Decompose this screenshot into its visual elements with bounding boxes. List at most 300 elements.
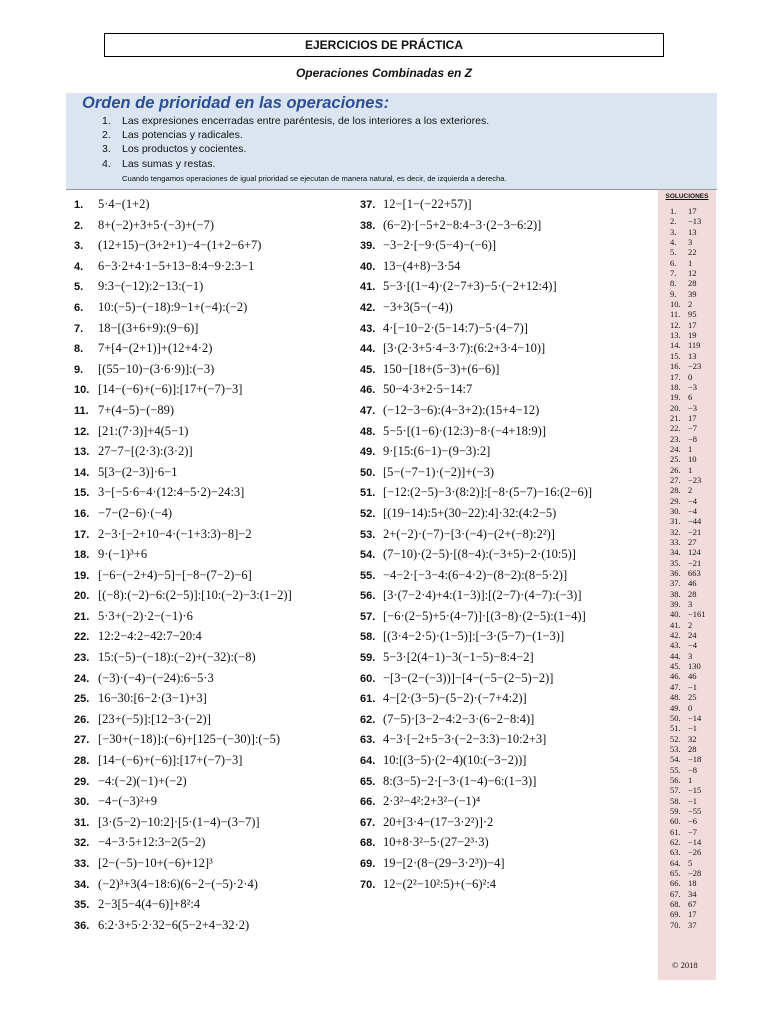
exercise-number: 1. <box>74 199 84 211</box>
exercise-item <box>74 215 354 236</box>
solution-value: 0 <box>688 371 693 382</box>
exercise-expression: (12+15)−(3+2+1)−4−(1+2−6+7) <box>98 238 262 253</box>
exercise-number: 42. <box>360 301 376 314</box>
exercise-number: 65. <box>360 775 376 788</box>
solution-number: 18. <box>670 381 681 392</box>
exercise-number: 31. <box>74 816 90 829</box>
solution-value: −14 <box>688 712 702 723</box>
solution-item <box>670 392 706 402</box>
exercise-number: 25. <box>74 693 90 706</box>
solution-item <box>670 806 706 816</box>
exercise-number: 47. <box>360 404 376 417</box>
solution-value: 1 <box>688 257 693 268</box>
solution-value: −28 <box>688 868 702 878</box>
solution-value: 32 <box>688 733 697 744</box>
exercise-number: 30. <box>74 796 90 809</box>
exercise-number: 17. <box>74 528 90 541</box>
solution-value: −44 <box>688 516 702 527</box>
priority-rule-number: 1. <box>102 115 111 127</box>
solution-value: 0 <box>688 702 693 713</box>
solution-number: 21. <box>670 412 681 423</box>
exercise-expression: [3·(5−2)−10:2]·[5·(1−4)−(3−7)] <box>98 814 260 829</box>
exercise-item <box>74 276 354 297</box>
exercise-expression: [(55−10)−(3·6·9)]:(−3) <box>98 361 215 376</box>
solution-number: 49. <box>670 702 681 713</box>
solution-number: 38. <box>670 588 681 599</box>
solution-number: 5. <box>670 247 677 258</box>
solution-value: −23 <box>688 474 702 485</box>
solution-value: 663 <box>688 568 701 579</box>
solution-item <box>670 299 706 309</box>
solution-item <box>670 775 706 785</box>
solution-number: 53. <box>670 743 681 754</box>
solution-item <box>670 434 706 444</box>
priority-rule-text: Las potencias y radicales. <box>122 129 243 142</box>
document-title: EJERCICIOS DE PRÁCTICA <box>304 38 464 52</box>
solution-item <box>670 816 706 826</box>
priority-rules-list <box>102 114 489 171</box>
solution-value: 46 <box>688 578 697 589</box>
exercise-number: 16. <box>74 507 90 520</box>
solution-number: 11. <box>670 309 681 320</box>
solution-number: 67. <box>670 888 681 899</box>
solution-item <box>670 578 706 588</box>
exercise-number: 38. <box>360 219 376 232</box>
solution-number: 54. <box>670 754 681 765</box>
solution-value: 3 <box>688 599 693 610</box>
exercise-expression: (7−5)·[3−2−4:2−3·(6−2−8:4)] <box>383 711 535 726</box>
priority-rule-text: Los productos y cocientes. <box>122 143 247 156</box>
solution-item <box>670 858 706 868</box>
exercise-item <box>74 853 354 874</box>
exercise-expression: 7+(4−5)−(−89) <box>98 402 175 417</box>
solution-item <box>670 247 706 257</box>
exercise-item <box>360 647 656 668</box>
solution-item <box>670 682 706 692</box>
exercise-number: 52. <box>360 507 376 520</box>
exercise-expression: 12:2−4:2−42:7−20:4 <box>98 629 202 644</box>
exercise-expression: [(19−14):5+(30−22):4]·32:(4:2−5) <box>383 505 557 520</box>
solution-item <box>670 216 706 226</box>
solution-number: 43. <box>670 640 681 651</box>
solution-number: 50. <box>670 712 681 723</box>
solution-number: 34. <box>670 547 681 558</box>
solution-value: −21 <box>688 526 702 537</box>
solution-number: 62. <box>670 836 681 847</box>
exercise-expression: −4−(−3)²+9 <box>98 794 158 809</box>
solution-number: 68. <box>670 899 681 910</box>
exercise-number: 19. <box>74 569 90 582</box>
solution-value: 5 <box>688 857 693 868</box>
solution-value: −3 <box>688 402 698 413</box>
exercise-expression: [3·(2·3+5·4−3·7):(6:2+3·4−10)] <box>383 341 546 356</box>
solution-value: 67 <box>688 899 697 910</box>
solution-value: 1 <box>688 443 693 454</box>
solution-value: −55 <box>688 805 702 816</box>
exercise-number: 67. <box>360 816 376 829</box>
solution-item <box>670 796 706 806</box>
exercise-item <box>360 235 656 256</box>
exercise-item <box>74 606 354 627</box>
solution-value: −21 <box>688 557 702 568</box>
exercise-expression: −4−3·5+12:3−2(5−2) <box>98 835 206 850</box>
priority-rule <box>102 114 489 128</box>
exercise-item <box>360 400 656 421</box>
exercise-item <box>360 338 656 359</box>
exercise-item <box>74 709 354 730</box>
exercise-item <box>360 791 656 812</box>
exercise-expression: [−6−(−2+4)−5]−[−8−(7−2)−6] <box>98 567 252 582</box>
exercise-item <box>360 462 656 483</box>
solution-item <box>670 558 706 568</box>
solution-item <box>670 382 706 392</box>
solution-item <box>670 465 706 475</box>
exercise-item <box>360 832 656 853</box>
exercise-item <box>74 565 354 586</box>
exercise-expression: 3−[−5·6−4·(12:4−5·2)−24:3] <box>98 485 245 500</box>
exercise-item <box>74 503 354 524</box>
solution-number: 55. <box>670 764 681 775</box>
solution-number: 46. <box>670 671 681 682</box>
exercise-expression: 5[3−(2−3)]·6−1 <box>98 464 178 479</box>
solutions-header: SOLUCIONES <box>665 193 709 200</box>
solution-value: 13 <box>688 350 697 361</box>
exercise-number: 58. <box>360 631 376 644</box>
exercise-number: 46. <box>360 384 376 397</box>
exercise-expression: 6:2·3+5·2·32−6(5−2+4−32·2) <box>98 917 250 932</box>
solution-number: 2. <box>670 216 677 227</box>
exercise-number: 69. <box>360 858 376 870</box>
solution-value: −8 <box>688 764 698 775</box>
exercise-number: 12. <box>74 425 90 438</box>
solution-item <box>670 878 706 888</box>
solution-value: −4 <box>688 505 698 516</box>
solution-item <box>670 734 706 744</box>
solution-item <box>670 309 706 319</box>
solution-item <box>670 278 706 288</box>
exercise-number: 40. <box>360 260 376 273</box>
priority-rule <box>102 128 489 142</box>
solution-number: 35. <box>670 557 681 568</box>
exercise-expression: (6−2)·[−5+2−8:4−3·(2−3−6:2)] <box>383 217 542 232</box>
solution-item <box>670 351 706 361</box>
solution-value: 17 <box>688 206 697 216</box>
priority-rule <box>102 142 489 156</box>
exercise-expression: [−6·(2−5)+5·(4−7)]·[(3−8)·(2−5):(1−4)] <box>383 608 586 623</box>
exercise-expression: 2−3·[−2+10−4·(−1+3:3)−8]−2 <box>98 526 252 541</box>
solution-number: 37. <box>670 578 681 589</box>
exercise-expression: 13−(4+8)−3·54 <box>383 258 461 273</box>
exercise-expression: −[3−(2−(−3))]−[4−(−5−(2−5)−2)] <box>383 670 554 685</box>
exercise-expression: [3·(7−2·4)+4:(1−3)]:[(2−7)·(4−7):(−3)] <box>383 588 582 603</box>
exercise-number: 64. <box>360 755 376 768</box>
solution-number: 66. <box>670 878 681 889</box>
exercise-expression: 150−[18+(5−3)+(6−6)] <box>383 361 500 376</box>
solution-item <box>670 692 706 702</box>
exercise-expression: 2+(−2)·(−7)−[3·(−4)−(2+(−8):2²)] <box>383 526 555 541</box>
solution-item <box>670 330 706 340</box>
exercise-number: 50. <box>360 466 376 479</box>
solution-item <box>670 372 706 382</box>
priority-rule-number: 4. <box>102 157 111 170</box>
exercise-expression: 9:3−(−12):2−13:(−1) <box>98 279 204 294</box>
solution-value: −4 <box>688 495 698 506</box>
solution-item <box>670 661 706 671</box>
solution-number: 45. <box>670 661 681 672</box>
exercise-number: 2. <box>74 219 84 232</box>
exercise-item <box>74 524 354 545</box>
exercise-item <box>74 626 354 647</box>
exercise-expression: [(3·4−2·5)·(1−5)]:[−3·(5−7)−(1−3)] <box>383 629 565 644</box>
solution-item <box>670 671 706 681</box>
solution-item <box>670 237 706 247</box>
exercise-expression: 12−(2²−10²:5)+(−6)²:4 <box>383 876 497 891</box>
exercise-item <box>74 194 354 215</box>
exercise-number: 41. <box>360 281 376 294</box>
exercise-number: 10. <box>74 384 90 397</box>
solution-item <box>670 847 706 857</box>
exercise-number: 35. <box>74 899 90 912</box>
exercise-item <box>360 565 656 586</box>
solution-value: 18 <box>688 878 697 889</box>
exercise-number: 45. <box>360 363 376 376</box>
exercise-expression: 50−4·3+2·5−14:7 <box>383 382 473 397</box>
exercise-number: 51. <box>360 487 376 500</box>
exercise-expression: 9·[15:(6−1)−(9−3):2] <box>383 444 491 459</box>
exercise-item <box>74 729 354 750</box>
exercise-item <box>74 874 354 895</box>
exercise-number: 32. <box>74 837 90 850</box>
document-subtitle: Operaciones Combinadas en Z <box>295 66 473 80</box>
solution-number: 3. <box>670 226 677 237</box>
exercise-expression: 9·(−1)³+6 <box>98 547 148 562</box>
exercise-item <box>74 379 354 400</box>
solution-item <box>670 206 706 216</box>
exercise-number: 56. <box>360 590 376 603</box>
solution-number: 24. <box>670 443 681 454</box>
exercise-number: 36. <box>74 919 90 932</box>
solution-number: 56. <box>670 774 681 785</box>
solution-number: 69. <box>670 909 681 920</box>
solution-number: 40. <box>670 609 681 620</box>
exercise-item <box>360 421 656 442</box>
exercise-number: 61. <box>360 693 376 706</box>
exercise-expression: (7−10)·(2−5)·[(8−4):(−3+5)−2·(10:5)] <box>383 547 576 562</box>
solution-item <box>670 899 706 909</box>
priority-rule <box>102 157 489 171</box>
solution-number: 32. <box>670 526 681 537</box>
solution-number: 13. <box>670 330 681 341</box>
solution-number: 27. <box>670 474 681 485</box>
exercises-right-column <box>360 194 656 894</box>
solution-value: −161 <box>688 609 706 620</box>
solution-number: 61. <box>670 826 681 837</box>
exercise-number: 34. <box>74 878 90 891</box>
solution-value: 12 <box>688 268 697 279</box>
solution-number: 44. <box>670 650 681 661</box>
solution-value: −18 <box>688 754 702 765</box>
solution-item <box>670 713 706 723</box>
solution-item <box>670 837 706 847</box>
exercise-item <box>74 915 354 936</box>
exercise-number: 6. <box>74 301 84 314</box>
exercise-number: 18. <box>74 549 90 562</box>
solution-number: 64. <box>670 857 681 868</box>
exercise-item <box>360 256 656 277</box>
exercise-expression: 4·[−10−2·(5−14:7)−5·(4−7)] <box>383 320 528 335</box>
exercise-item <box>360 215 656 236</box>
solution-number: 70. <box>670 919 681 930</box>
exercise-item <box>74 894 354 915</box>
solution-item <box>670 361 706 371</box>
exercise-expression: 8:(3−5)−2·[−3·(1−4)−6:(1−3)] <box>383 773 537 788</box>
exercise-item <box>74 750 354 771</box>
exercise-expression: 10:[(3−5)·(2−4)(10:(−3−2))] <box>383 753 527 768</box>
exercise-number: 39. <box>360 240 376 253</box>
section-divider <box>66 189 717 190</box>
exercise-expression: −7−(2−6)·(−4) <box>98 505 173 520</box>
solution-number: 42. <box>670 630 681 641</box>
exercise-expression: 4−3·[−2+5−3·(−2−3:3)−10:2+3] <box>383 732 547 747</box>
exercise-item <box>360 297 656 318</box>
solution-value: 28 <box>688 743 697 754</box>
exercise-item <box>74 832 354 853</box>
solution-value: −1 <box>688 681 698 692</box>
solution-number: 15. <box>670 350 681 361</box>
solution-item <box>670 475 706 485</box>
exercise-item <box>74 668 354 689</box>
solution-item <box>670 340 706 350</box>
solution-item <box>670 703 706 713</box>
exercise-item <box>360 544 656 565</box>
solution-value: 37 <box>688 919 697 930</box>
exercise-expression: [14−(−6)+(−6)]:[17+(−7)−3] <box>98 382 243 397</box>
solution-value: 17 <box>688 412 697 423</box>
solution-value: 17 <box>688 319 697 330</box>
solution-item <box>670 827 706 837</box>
exercise-number: 37. <box>360 199 376 211</box>
priority-heading: Orden de prioridad en las operaciones: <box>82 94 390 112</box>
solution-value: 1 <box>688 464 693 475</box>
exercise-number: 9. <box>74 363 84 376</box>
exercise-number: 49. <box>360 446 376 459</box>
solution-value: 1 <box>688 774 693 785</box>
exercise-expression: 12−[1−(−22+57)] <box>383 197 472 211</box>
exercise-item <box>360 606 656 627</box>
solution-number: 29. <box>670 495 681 506</box>
exercise-number: 43. <box>360 322 376 335</box>
solution-number: 31. <box>670 516 681 527</box>
solution-number: 48. <box>670 692 681 703</box>
solution-value: 39 <box>688 288 697 299</box>
priority-note: Cuando tengamos operaciones de igual prioridad se ejecutan de manera natural, es decir, de izquierda a derecha. <box>122 174 507 183</box>
solution-item <box>670 868 706 878</box>
exercise-expression: [−30+(−18)]:(−6)+[125−(−30)]:(−5) <box>98 732 281 747</box>
solution-item <box>670 889 706 899</box>
exercise-number: 33. <box>74 858 90 870</box>
solution-item <box>670 620 706 630</box>
solution-item <box>670 516 706 526</box>
exercise-expression: 6−3·2+4·1−5+13−8:4−9·2:3−1 <box>98 258 255 273</box>
exercise-number: 3. <box>74 240 84 253</box>
exercise-expression: [14−(−6)+(−6)]:[17+(−7)−3] <box>98 753 243 768</box>
solution-number: 6. <box>670 257 677 268</box>
solution-number: 22. <box>670 423 681 434</box>
solution-number: 4. <box>670 237 677 248</box>
solution-number: 28. <box>670 485 681 496</box>
exercise-expression: [(−8):(−2)−6:(2−5)]:[10:(−2)−3:(1−2)] <box>98 588 292 603</box>
exercise-item <box>74 359 354 380</box>
solution-number: 51. <box>670 723 681 734</box>
exercise-number: 4. <box>74 260 84 273</box>
exercise-expression: [23+(−5)]:[12−3·(−2)] <box>98 711 211 726</box>
exercise-item <box>74 812 354 833</box>
solution-value: 34 <box>688 888 697 899</box>
solution-item <box>670 320 706 330</box>
solution-item <box>670 765 706 775</box>
exercise-number: 54. <box>360 549 376 562</box>
exercise-expression: 27−7−[(2·3):(3·2)] <box>98 444 193 459</box>
exercise-expression: [5−(−7−1)·(−2)]+(−3) <box>383 464 495 479</box>
exercise-expression: [2−(−5)−10+(−6)+12]³ <box>98 856 213 870</box>
exercise-item <box>360 853 656 874</box>
exercise-expression: (−3)·(−4)−(−24):6−5·3 <box>98 670 214 685</box>
solution-number: 65. <box>670 868 681 878</box>
exercise-item <box>360 626 656 647</box>
exercise-expression: (−2)³+3(4−18:6)(6−2−(−5)·2·4) <box>98 876 258 891</box>
exercise-expression: −3+3(5−(−4)) <box>383 299 453 314</box>
solution-number: 26. <box>670 464 681 475</box>
exercise-item <box>360 482 656 503</box>
exercise-expression: 8+(−2)+3+5·(−3)+(−7) <box>98 217 214 232</box>
exercise-number: 7. <box>74 322 84 335</box>
exercise-item <box>360 585 656 606</box>
exercise-expression: 5·3+(−2)·2−(−1)·6 <box>98 608 193 623</box>
solution-value: 6 <box>688 392 693 403</box>
solution-item <box>670 599 706 609</box>
exercise-number: 60. <box>360 672 376 685</box>
exercise-number: 48. <box>360 425 376 438</box>
exercise-number: 13. <box>74 446 90 459</box>
exercise-item <box>74 791 354 812</box>
solution-number: 30. <box>670 505 681 516</box>
solution-value: 3 <box>688 237 693 248</box>
solution-value: −13 <box>688 216 702 227</box>
exercise-expression: 10:(−5)−(−18):9−1+(−4):(−2) <box>98 299 248 314</box>
solution-item <box>670 403 706 413</box>
exercise-number: 21. <box>74 610 90 623</box>
exercise-item <box>360 441 656 462</box>
exercise-number: 70. <box>360 878 376 891</box>
exercise-number: 20. <box>74 590 90 603</box>
solution-number: 59. <box>670 805 681 816</box>
priority-rule-text: Las expresiones encerradas entre paréntesis, de los interiores a los exteriores. <box>122 115 490 127</box>
exercise-expression: 15:(−5)−(−18):(−2)+(−32):(−8) <box>98 650 256 665</box>
exercise-item <box>74 462 354 483</box>
exercise-number: 29. <box>74 775 90 788</box>
exercise-expression: −4−2·[−3−4:(6−4·2)−(8−2):(8−5·2)] <box>383 567 568 582</box>
solution-item <box>670 537 706 547</box>
solution-number: 39. <box>670 599 681 610</box>
exercise-item <box>74 400 354 421</box>
exercise-number: 24. <box>74 672 90 685</box>
solution-item <box>670 909 706 919</box>
exercise-expression: 19−[2·(8−(29−3·2³))−4] <box>383 856 505 870</box>
solution-number: 41. <box>670 619 681 630</box>
priority-rule-text: Las sumas y restas. <box>122 157 216 170</box>
solution-item <box>670 547 706 557</box>
solution-item <box>670 289 706 299</box>
